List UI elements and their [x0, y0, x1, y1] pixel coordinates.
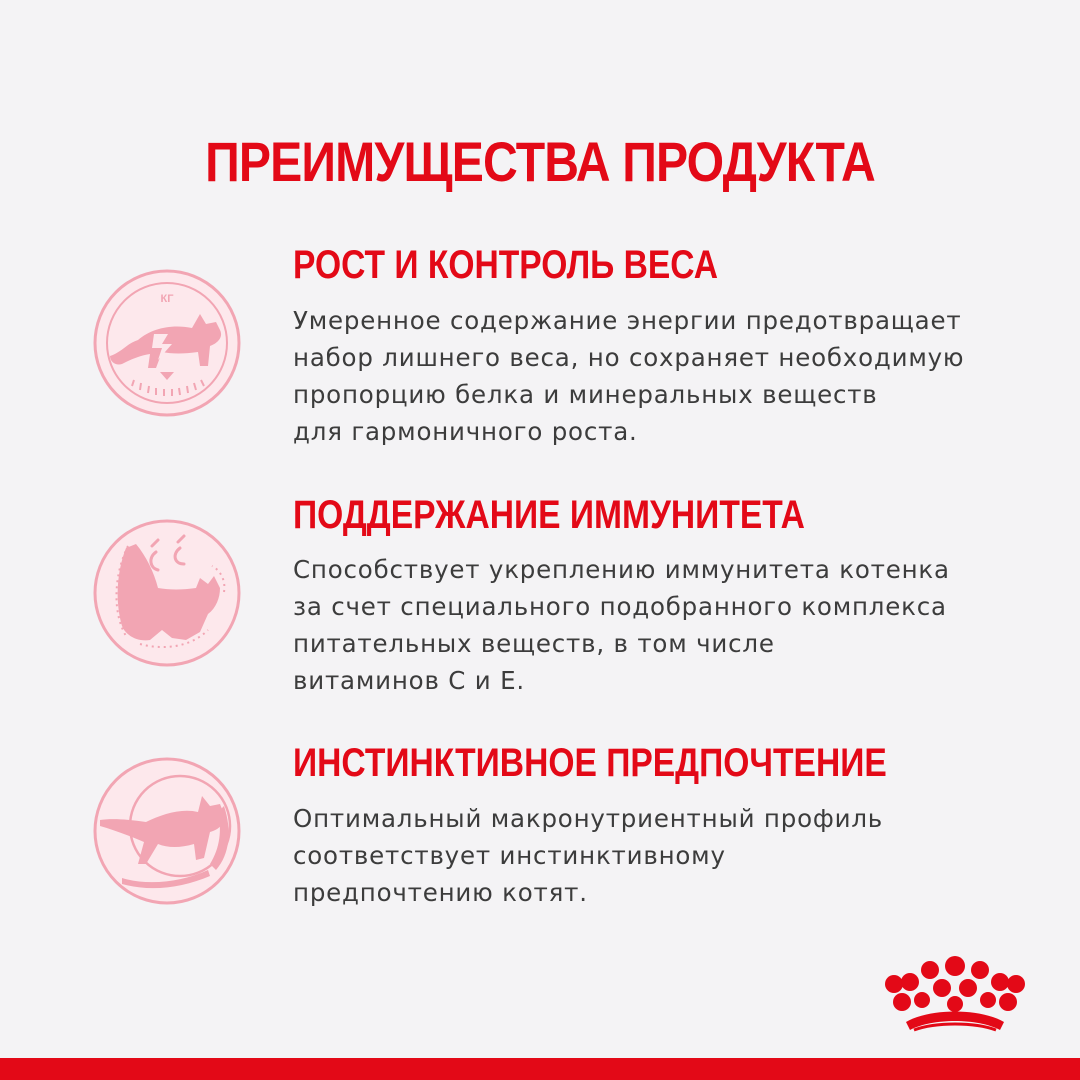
royal-canin-crown-icon [880, 952, 1030, 1042]
benefit-heading: РОСТ И КОНТРОЛЬ ВЕСА [293, 243, 719, 287]
benefit-heading: ПОДДЕРЖАНИЕ ИММУНИТЕТА [293, 493, 805, 537]
benefit-description: Оптимальный макронутриентный профиль соответствует инстинктивному предпочтению котят. [293, 804, 884, 907]
page-title: ПРЕИМУЩЕСТВА ПРОДУКТА [205, 130, 875, 193]
weight-cat-icon [92, 268, 242, 418]
benefit-heading: ИНСТИНКТИВНОЕ ПРЕДПОЧТЕНИЕ [293, 741, 887, 785]
bottom-accent-bar [0, 1058, 1080, 1080]
instinct-cat-icon [92, 756, 242, 906]
immunity-kitten-icon [92, 518, 242, 668]
icon-kg-label: КГ [160, 293, 174, 305]
benefit-description: Умеренное содержание энергии предотвращает набор лишнего веса, но сохраняет необходимую пропорцию белка и минеральных веществ для гармоничного роста. [293, 306, 965, 446]
benefit-description: Способствует укреплению иммунитета котенка за счет специального подобранного комплекса питательных веществ, в том числе витаминов С и Е. [293, 555, 950, 695]
